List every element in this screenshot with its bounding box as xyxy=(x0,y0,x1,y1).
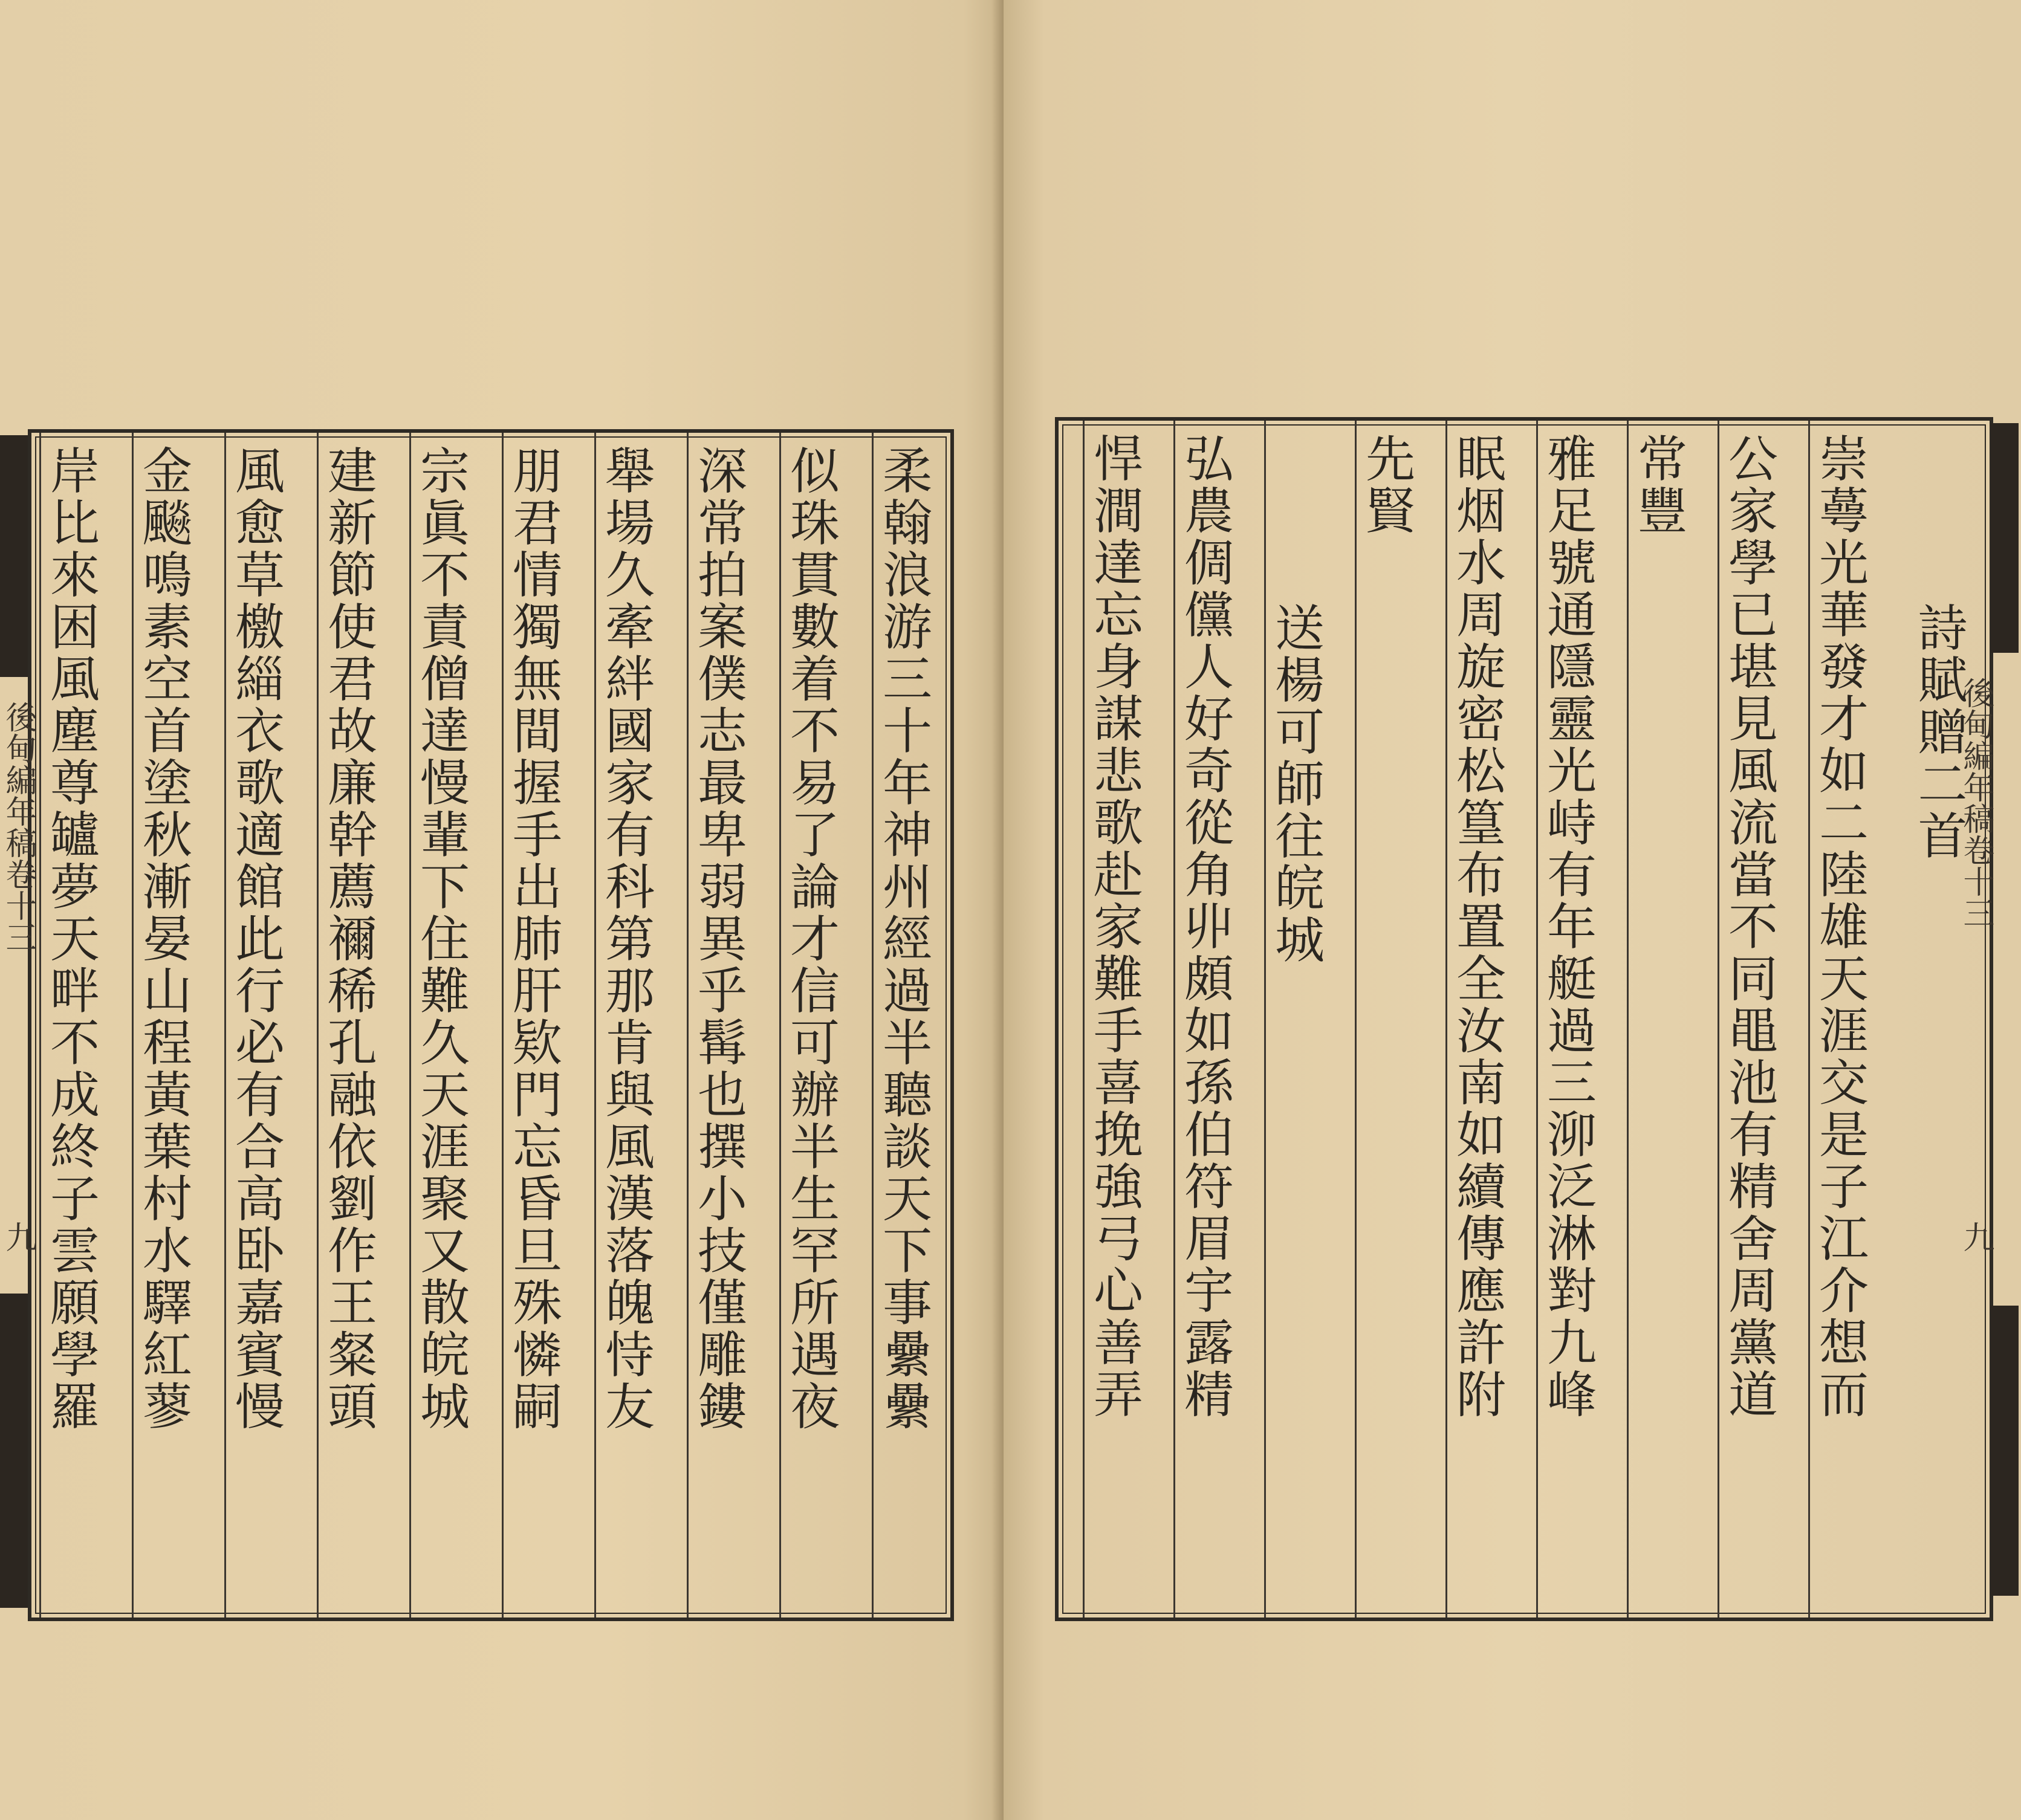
right-column-5 xyxy=(1445,421,1506,1618)
right-column-1 xyxy=(1808,421,1869,1618)
right-poem2-column-2 xyxy=(1083,421,1143,1618)
right-column-6 xyxy=(1355,421,1415,1618)
right-margin-page: 九 xyxy=(1958,1221,1994,1252)
left-page xyxy=(0,0,1004,1820)
right-text-frame xyxy=(1055,417,1993,1621)
right-column-6-text: 先賢 xyxy=(1357,433,1415,537)
left-column-6-text: 宗眞不責僧達慢輩下住難久天涯聚又散皖城 xyxy=(412,445,470,1433)
left-margin-title: 後甸編年稿卷十三 xyxy=(0,701,36,953)
left-column-3-text: 深常拍案僕志最卑弱異乎髯也撰小技僅雕鏤 xyxy=(689,445,747,1433)
left-column-4-text: 舉場久牽絆國家有科第那肯與風漢落魄恃友 xyxy=(597,445,655,1433)
left-column-7-text: 建新節使君故廉幹薦禰稀孔融依劉作王粲頭 xyxy=(319,445,377,1433)
right-fishtail-top xyxy=(1991,423,2019,653)
right-poem2-title: 送楊可師往皖城 xyxy=(1267,602,1325,966)
left-text-frame xyxy=(28,429,954,1621)
right-column-5-text: 眠烟水周旋密松篁布置全汝南如續傳應許附 xyxy=(1448,433,1506,1420)
left-column-1-text: 柔翰浪游三十年神州經過半聽談天下事纍纍 xyxy=(874,445,932,1433)
left-column-2 xyxy=(779,433,840,1618)
left-column-9-text: 金飈鳴素空首塗秋漸晏山程黃葉村水驛紅蓼 xyxy=(134,445,192,1433)
right-column-2 xyxy=(1718,421,1778,1618)
right-margin-title: 後甸編年稿卷十三 xyxy=(1958,677,1994,928)
left-fishtail-bottom xyxy=(0,1294,28,1608)
right-heading: 詩賦贈二首 xyxy=(1910,602,1967,862)
left-column-7 xyxy=(317,433,377,1618)
left-column-8 xyxy=(224,433,285,1618)
right-poem2-column-1 xyxy=(1173,421,1234,1618)
left-column-5-text: 朋君情獨無間握手出肺肝欵門忘昏旦殊憐嗣 xyxy=(504,445,562,1433)
right-column-3-text: 常豐 xyxy=(1629,433,1687,537)
left-fishtail-top xyxy=(0,435,28,677)
right-page xyxy=(1004,0,2021,1820)
right-column-4-text: 雅足號通隱靈光峙有年艇過三泖泛淋對九峰 xyxy=(1539,433,1597,1420)
left-column-10 xyxy=(39,433,100,1618)
left-column-5 xyxy=(502,433,562,1618)
left-column-2-text: 似珠貫數着不易了論才信可辦半生罕所遇夜 xyxy=(782,445,840,1433)
right-poem2-column-2-text: 悍澗達忘身謀悲歌赴家難手喜挽強弓心善弄 xyxy=(1085,433,1143,1420)
right-column-2-text: 公家學已堪見風流當不同黽池有精舍周黨道 xyxy=(1720,433,1778,1420)
left-column-9 xyxy=(132,433,192,1618)
right-fishtail-bottom xyxy=(1991,1306,2019,1596)
left-column-1 xyxy=(872,433,932,1618)
right-poem2-column-1-text: 弘農倜儻人好奇從角丱頗如孫伯符眉宇露精 xyxy=(1176,433,1234,1420)
left-column-4 xyxy=(594,433,655,1618)
left-margin-page: 九 xyxy=(0,1221,36,1252)
right-column-3 xyxy=(1627,421,1687,1618)
left-column-8-text: 風愈草檄緇衣歌適館此行必有合高卧嘉賓慢 xyxy=(227,445,285,1433)
left-column-10-text: 岸比來困風塵尊罏夢天畔不成終子雲願學羅 xyxy=(42,445,100,1433)
right-heading-column xyxy=(1902,421,1974,1618)
right-column-1-text: 崇蕚光華發才如二陸雄天涯交是子江介想而 xyxy=(1811,433,1869,1420)
right-column-4 xyxy=(1536,421,1597,1618)
right-poem2-title-column xyxy=(1264,421,1325,1618)
left-column-6 xyxy=(409,433,470,1618)
left-column-3 xyxy=(687,433,747,1618)
